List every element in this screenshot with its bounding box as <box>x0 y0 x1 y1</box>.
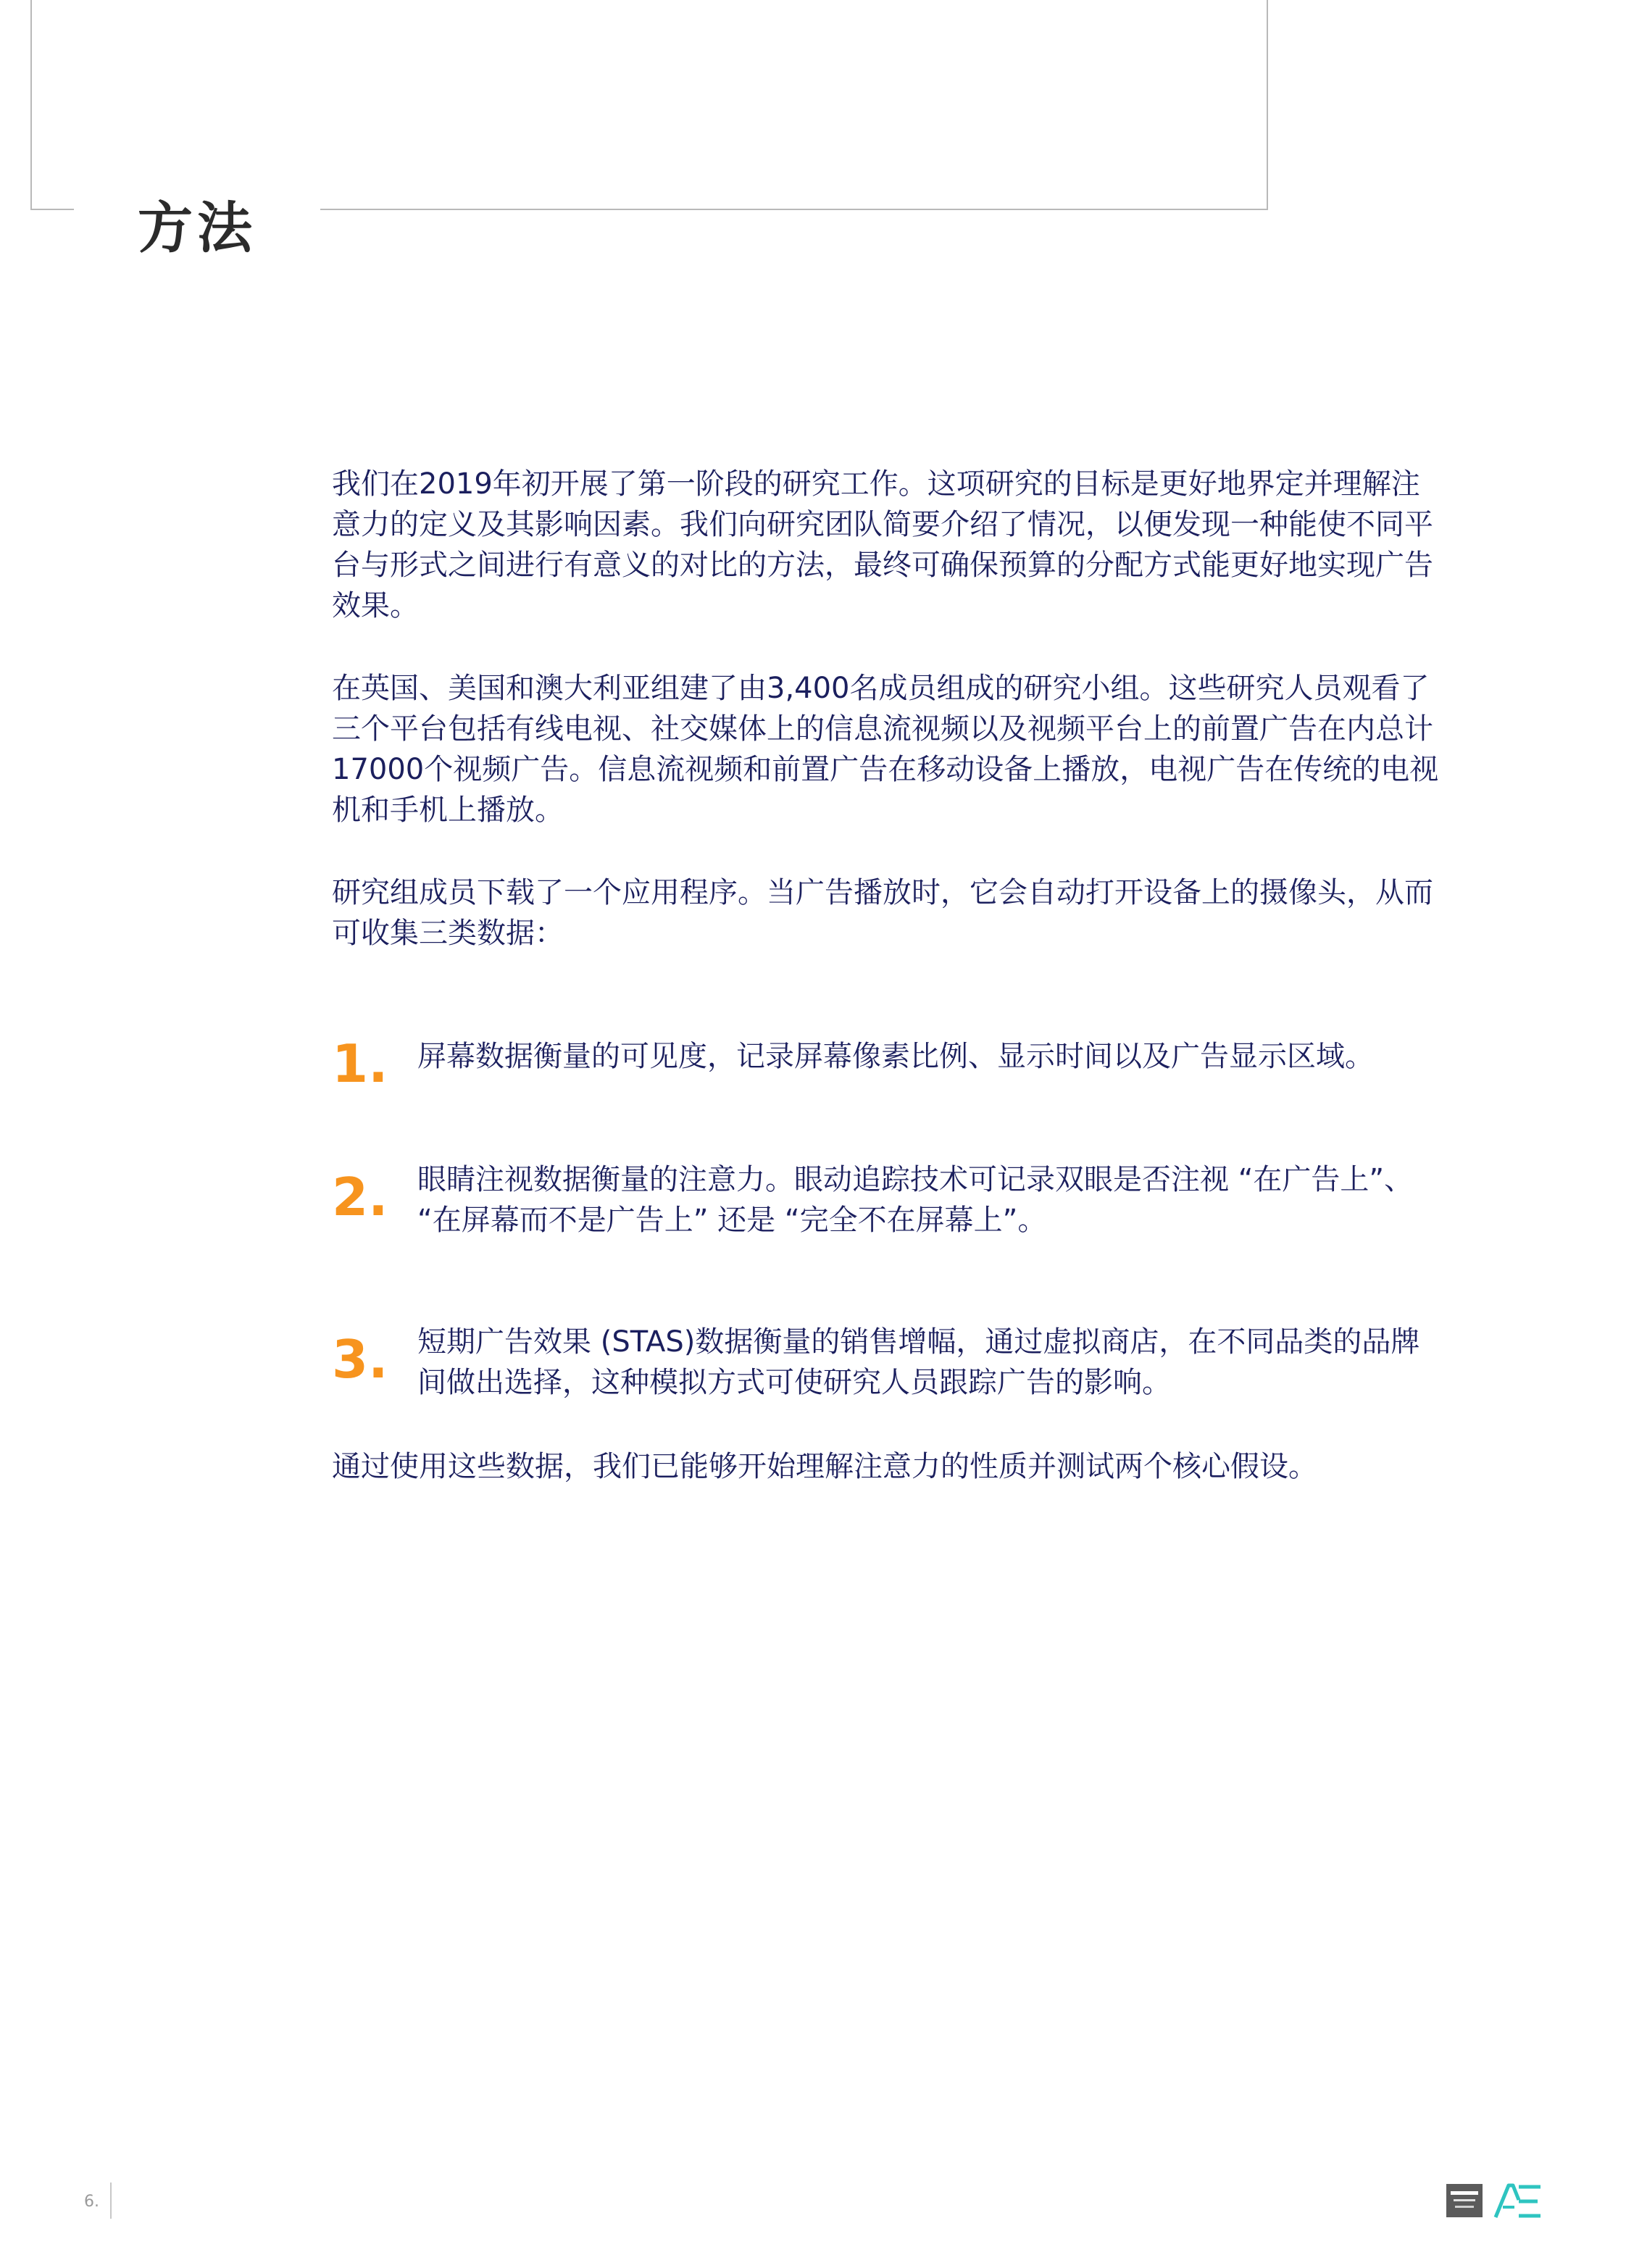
list-item-text: 眼睛注视数据衡量的注意力。眼动追踪技术可记录双眼是否注视 “在广告上”、 “在屏幕而不是广告上” 还是 “完全不在屏幕上”。 <box>417 1163 1414 1237</box>
page-title: 方法 <box>138 195 257 260</box>
list-item-number: 1. <box>332 1033 388 1094</box>
title-frame-left-line <box>30 0 32 210</box>
data-collection-paragraph: 研究组成员下载了一个应用程序。当广告播放时，它会自动打开设备上的摄像头，从而可收集三类数据： <box>332 876 1433 950</box>
intro-paragraph: 我们在2019年初开展了第一阶段的研究工作。这项研究的目标是更好地界定并理解注意力的定义及其影响因素。我们向研究团队简要介绍了情况，以便发现一种能使不同平台与形式之间进行有意义的对比的方法，最终可确保预算的分配方式能更好地实现广告效果。 <box>332 467 1433 622</box>
ae-logo-icon <box>1493 2181 1543 2222</box>
title-frame-bottom-left-line <box>30 209 74 210</box>
panel-paragraph: 在英国、美国和澳大利亚组建了由3,400名成员组成的研究小组。这些研究人员观看了三个平台包括有线电视、社交媒体上的信息流视频以及视频平台上的前置广告在内总计17000个视频广告。信息流视频和前置广告在移动设备上播放，电视广告在传统的电视机和手机上播放。 <box>332 672 1439 827</box>
list-item-text: 短期广告效果 (STAS)数据衡量的销售增幅，通过虚拟商店，在不同品类的品牌间做出选择，这种模拟方式可使研究人员跟踪广告的影响。 <box>417 1325 1420 1399</box>
dentsu-aegis-network-logo-icon <box>1446 2184 1483 2217</box>
title-frame-right-line <box>1267 0 1268 210</box>
title-frame-bottom-right-line <box>320 209 1268 210</box>
list-item-text: 屏幕数据衡量的可见度，记录屏幕像素比例、显示时间以及广告显示区域。 <box>417 1040 1374 1073</box>
footer-divider <box>110 2182 112 2219</box>
page-number: 6. <box>84 2193 99 2211</box>
list-item-number: 3. <box>332 1329 388 1390</box>
closing-paragraph: 通过使用这些数据，我们已能够开始理解注意力的性质并测试两个核心假设。 <box>332 1450 1317 1483</box>
list-item-number: 2. <box>332 1167 388 1227</box>
